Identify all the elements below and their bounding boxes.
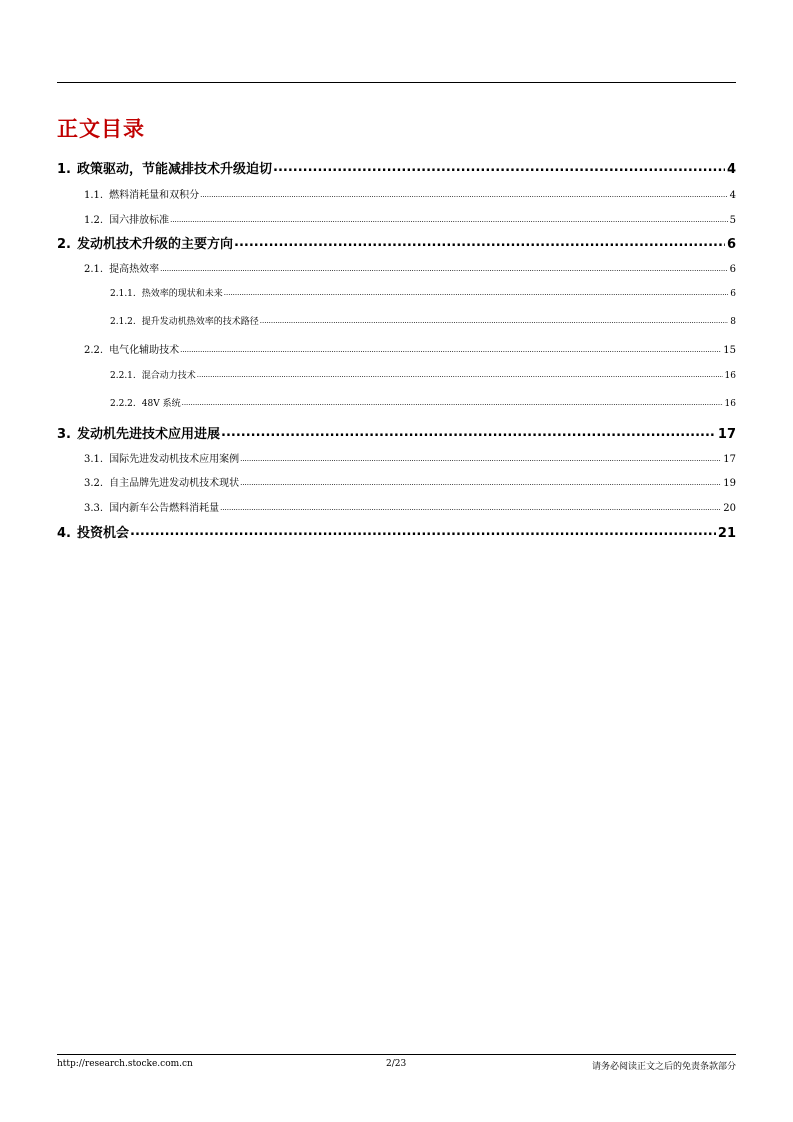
toc-entry-number: 2.1.2. [110,317,136,327]
toc-leader-dots [273,160,725,175]
toc-entry-number: 2.1.1. [110,289,136,299]
toc-entry-title: 政策驱动，节能减排技术升级迫切 [76,162,272,177]
toc-entry-number: 1.2. [84,215,104,226]
toc-entry-title: 混合动力技术 [141,371,196,381]
toc-entry-2[interactable] [57,233,736,252]
toc-leader-dots [260,317,728,325]
toc-entry-page: 21 [717,526,736,541]
toc-entry-title: 提高热效率 [109,264,160,275]
toc-entry-number: 3.3. [84,503,104,514]
toc-entry-page: 6 [730,289,736,299]
toc-entry-2-2[interactable] [84,341,736,356]
toc-leader-dots [200,191,728,199]
toc-entry-title: 燃料消耗量和双积分 [109,190,200,201]
toc-entry-number: 1.1. [84,190,104,201]
toc-entry-number: 3.2. [84,478,104,489]
toc-leader-dots [234,235,725,250]
toc-entry-3-1[interactable] [84,450,736,465]
toc-leader-dots [170,216,728,224]
toc-leader-dots [180,346,721,354]
toc-entry-4[interactable] [57,522,736,541]
toc-entry-number: 2. [57,237,71,252]
footer-disclaimer: 请务必阅读正文之后的免责条款部分 [591,1062,736,1072]
toc-entry-number: 2.2. [84,345,104,356]
toc-entry-page: 15 [723,345,736,356]
toc-leader-dots [130,524,716,539]
toc-entry-number: 1. [57,162,71,177]
footer-rule [57,1054,736,1055]
footer-page-number: 2/23 [386,1059,407,1069]
toc-entry-title: 国内新车公告燃料消耗量 [109,503,220,514]
toc-entry-page: 17 [723,454,736,465]
toc-entry-3[interactable] [57,423,736,442]
toc-title: 正文目录 [57,117,145,141]
toc-entry-page: 16 [724,399,736,409]
toc-entry-title: 发动机先进技术应用进展 [76,427,220,442]
toc-entry-title: 电气化辅助技术 [109,345,180,356]
toc-entry-title: 提升发动机热效率的技术路径 [141,317,259,327]
toc-leader-dots [182,399,723,407]
toc-entry-number: 2.2.2. [110,399,136,409]
toc-entry-3-2[interactable] [84,474,736,489]
toc-leader-dots [220,504,721,512]
toc-entry-1[interactable] [57,158,736,177]
toc-entry-page: 5 [729,215,736,226]
toc-entry-page: 4 [729,190,736,201]
toc-entry-number: 3.1. [84,454,104,465]
toc-entry-page: 17 [717,427,736,442]
toc-entry-title: 投资机会 [76,526,129,541]
toc-entry-page: 8 [730,317,736,327]
toc-leader-dots [221,425,716,440]
toc-entry-title: 自主品牌先进发动机技术现状 [109,478,240,489]
toc-entry-number: 3. [57,427,71,442]
toc-entry-number: 2.2.1. [110,371,136,381]
toc-entry-2-2-2[interactable] [110,396,736,409]
header-rule [57,82,736,83]
toc-entry-title: 发动机技术升级的主要方向 [76,237,233,252]
toc-entry-page: 6 [729,264,736,275]
toc-leader-dots [160,265,728,273]
footer-url[interactable]: http://research.stocke.com.cn [57,1059,193,1069]
toc-leader-dots [224,289,728,297]
toc-entry-page: 6 [726,237,736,252]
toc-leader-dots [197,371,723,379]
toc-leader-dots [240,479,721,487]
toc-entry-title: 国际先进发动机技术应用案例 [109,454,240,465]
toc-entry-title: 热效率的现状和未来 [141,289,223,299]
toc-leader-dots [240,455,721,463]
toc-entry-2-1-1[interactable] [110,286,736,299]
toc-entry-2-2-1[interactable] [110,368,736,381]
toc-entry-title: 48V 系统 [141,399,181,409]
toc-entry-number: 2.1. [84,264,104,275]
toc-entry-page: 4 [726,162,736,177]
toc-entry-title: 国六排放标准 [109,215,170,226]
toc-entry-2-1[interactable] [84,260,736,275]
toc-entry-page: 20 [723,503,736,514]
toc-entry-3-3[interactable] [84,499,736,514]
toc-entry-1-2[interactable] [84,211,736,226]
toc-entry-page: 19 [723,478,736,489]
toc-entry-2-1-2[interactable] [110,314,736,327]
toc-entry-1-1[interactable] [84,186,736,201]
toc-entry-number: 4. [57,526,71,541]
toc-entry-page: 16 [724,371,736,381]
